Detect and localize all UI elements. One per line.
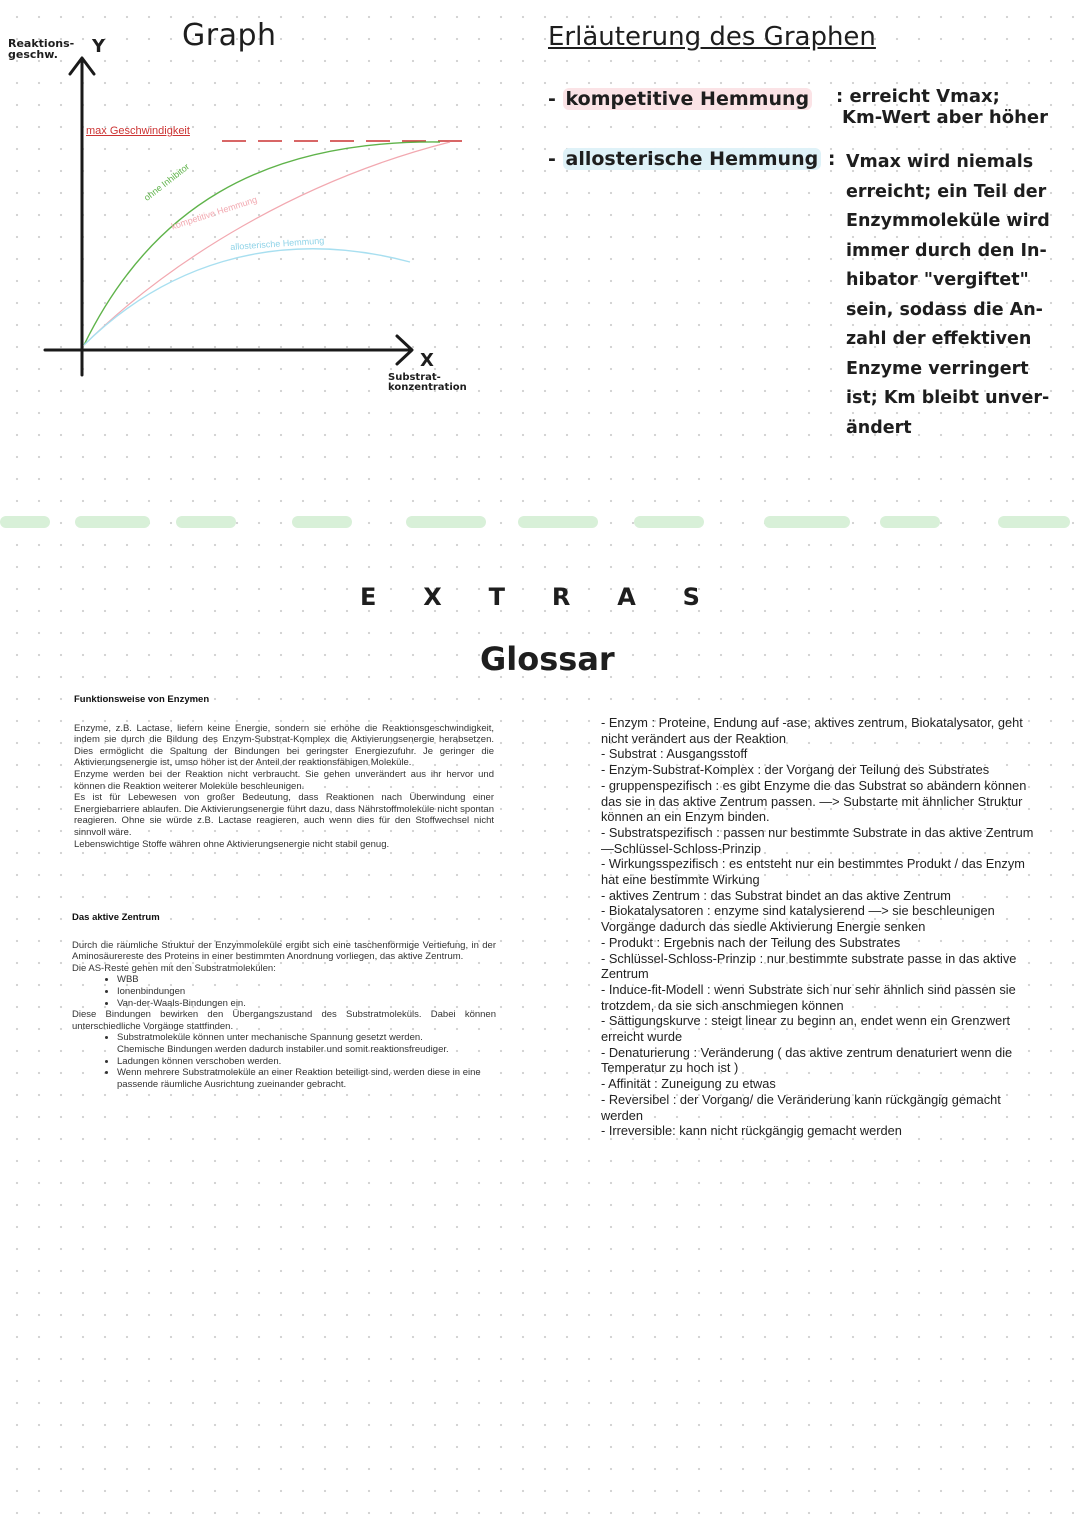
extras-letter: X: [423, 583, 442, 611]
list-item: • Wenn mehrere Substratmoleküle an einer Reaktion beteiligt sind, werden diese in eine passende räumliche Ausrichtung zueinander gebracht.: [117, 1067, 496, 1090]
allosteric-colon: :: [827, 148, 836, 170]
paragraph: Enzyme, z.B. Lactase, liefern keine Energie, sondern sie erhöhe die Reaktionsgeschwindigkeit, indem sie durch die Bildung des Enzym-Substrat-Komplex die Aktivierungsenergie herabsetzen. Dies ermöglicht die Spaltung der Bindungen bei geringster Energiezufuhr. Je geringer die Aktivierungsenergie ist, umso höher ist der Anteil der reaktionsfähigen Moleküle.: [74, 722, 494, 769]
competitive-term: kompetitive Hemmung: [563, 88, 813, 110]
label-without-inhibitor: ohne Inhibitor: [142, 161, 192, 203]
list-item-text: Chemische Bindungen werden dadurch instabiler und somit reaktionsfreudiger.: [117, 1043, 449, 1055]
allosteric-desc-line: sein, sodass die An-: [846, 299, 1043, 320]
divider-dash: [0, 516, 50, 528]
glossar-entry: - gruppenspezifisch : es gibt Enzyme die das Substrat so abändern können das sie in das aktive Zentrum passen. —> Substarte mit ähnlicher Struktur können an ein Enzym binden.: [601, 777, 1027, 825]
extras-letter: E: [360, 583, 377, 611]
glossar-entry: - Wirkungsspezifisch : es entsteht nur ein bestimmtes Produkt / das Enzym hat eine bestimmte Wirkung: [601, 856, 1025, 888]
divider-dash: [634, 516, 704, 528]
allosteric-desc-line: Enzyme verringert: [846, 358, 1029, 379]
explanation-title: Erläuterung des Graphen: [548, 22, 876, 52]
label-allosteric: allosterische Hemmung: [230, 235, 325, 252]
list-item: • Ladungen können verschoben werden.: [117, 1056, 496, 1068]
competitive-row: - kompetitive Hemmung: [548, 88, 812, 110]
glossar-entry: - Schlüssel-Schloss-Prinzip : nur bestimmte substrate passe in das aktive Zentrum: [601, 950, 1017, 982]
divider-dash: [75, 516, 150, 528]
paragraph: Durch die räumliche Struktur der Enzymmoleküle ergibt sich eine taschenförmige Vertiefung, in der Aminosäurereste des Proteins in einer bestimmten Anordnung vorliegen, das aktive Zentrum.: [72, 939, 496, 963]
glossar-entry: - Substrat : Ausgangsstoff: [601, 746, 748, 762]
allosteric-desc-line: Enzymmoleküle wird: [846, 211, 1050, 231]
allosteric-desc-line: erreicht; ein Teil der: [846, 181, 1047, 202]
active-center-section: [72, 912, 496, 1090]
x-letter: X: [420, 350, 434, 371]
y-axis-label: [8, 38, 74, 60]
x-axis-label-line1: Substrat-: [388, 372, 441, 383]
glossar-title: Glossar: [480, 640, 615, 678]
section-divider: [0, 516, 1080, 530]
divider-dash: [406, 516, 486, 528]
x-axis-label: [388, 373, 467, 393]
paragraph: Die AS-Reste gehen mit den Substratmolekülen:: [72, 962, 276, 974]
competitive-desc: [836, 86, 1048, 128]
allosteric-term: allosterische Hemmung: [563, 148, 822, 170]
process-list: [72, 1032, 496, 1090]
glossar-entry: - Produkt : Ergebnis nach der Teilung des Substrates: [601, 934, 901, 950]
allosteric-desc-line: hibator "vergiftet": [846, 270, 1029, 290]
glossar-entry: - aktives Zentrum : das Substrat bindet an das aktive Zentrum: [601, 887, 951, 903]
list-item-text: Substratmoleküle können unter mechanische Spannung gesetzt werden.: [117, 1032, 423, 1044]
list-item: • Ionenbindungen: [117, 986, 496, 998]
divider-dash: [998, 516, 1070, 528]
allosteric-desc-line: immer durch den In-: [846, 240, 1047, 261]
glossar-entry: - Irreversible: kann nicht rückgängig gemacht werden: [601, 1123, 902, 1139]
divider-dash: [292, 516, 352, 528]
extras-letter: A: [617, 583, 636, 611]
divider-dash: [764, 516, 850, 528]
glossar-entry: - Substratspezifisch : passen nur bestimmte Substrate in das aktive Zentrum —Schlüssel-Schloss-Prinzip: [601, 824, 1034, 856]
active-center-heading: Das aktive Zentrum: [72, 912, 160, 923]
list-item: • WBB: [117, 974, 496, 986]
allosteric-desc: [846, 148, 1050, 443]
extras-letter: T: [488, 583, 506, 611]
extras-heading: [360, 583, 700, 611]
list-item: [117, 1032, 496, 1055]
graph-title: Graph: [182, 18, 277, 53]
allosteric-desc-line: ist; Km bleibt unver-: [846, 388, 1050, 408]
divider-dash: [176, 516, 236, 528]
enzyme-function-heading: Funktionsweise von Enzymen: [74, 694, 210, 705]
bond-list: [72, 974, 496, 1009]
paragraph: Enzyme werden bei der Reaktion nicht verbraucht. Sie gehen unverändert aus ihr hervor und können die Reaktion weiterer Moleküle beschleunigen.: [74, 768, 494, 792]
max-speed-label: max Geschwindigkeit: [86, 125, 190, 137]
y-axis-label-line1: Reaktions-: [8, 37, 75, 50]
divider-dash: [518, 516, 598, 528]
allosteric-desc-line: ändert: [846, 417, 912, 438]
glossar-entry: - Biokatalysatoren : enzyme sind katalysierend —> sie beschleunigen Vorgänge dadurch das siedle Aktivierung Energie senken: [601, 903, 995, 935]
list-item: • Van-der-Waals-Bindungen ein.: [117, 998, 496, 1010]
glossar-entry: - Enzym-Substrat-Komplex : der Vorgang der Teilung des Substrates: [601, 762, 990, 778]
y-letter: Y: [92, 36, 106, 57]
paragraph: Es ist für Lebewesen von großer Bedeutung, dass Reaktionen nach Überwindung einer Energiebarriere ablaufen. Die Aktivierungsenergie führt dazu, dass Nährstoffmoleküle nicht spontan reagieren. Ohne sie würde z.B. Lactase reagieren, auch wenn dies für den Stoffwechsel nicht sinnvoll wäre.: [74, 792, 494, 838]
glossar-entry: - Denaturierung : Veränderung ( das aktive zentrum denaturiert wenn die Temperatur zu hoch ist ): [601, 1044, 1013, 1076]
glossar-entry: - Affinität : Zuneigung zu etwas: [601, 1076, 776, 1092]
extras-letter: S: [682, 583, 700, 611]
allosteric-desc-line: Vmax wird niemals: [846, 152, 1034, 172]
y-axis-label-line2: geschw.: [8, 48, 58, 61]
glossar-entry: - Enzym : Proteine, Endung auf -ase, aktives zentrum, Biokatalysator, geht nicht verändert aus der Reaktion: [601, 715, 1023, 746]
allosteric-row: - allosterische Hemmung :: [548, 148, 836, 170]
competitive-desc-line1: : erreicht Vmax;: [836, 86, 1000, 107]
glossar-list: [601, 715, 1041, 1139]
paragraph: Lebenswichtige Stoffe währen ohne Aktivierungsenergie nicht stabil genug.: [74, 838, 390, 850]
competitive-desc-line2: Km-Wert aber höher: [842, 107, 1048, 128]
glossar-entry: - Induce-fit-Modell : wenn Substrate sich nur sehr ähnlich sind passen sie trotzdem, da sie sich anschmiegen können: [601, 981, 1016, 1013]
glossar-entry: - Sättigungskurve : steigt linear zu beginn an, endet wenn ein Grenzwert erreicht wurde: [601, 1013, 1011, 1045]
paragraph: Diese Bindungen bewirken den Übergangszustand des Substratmoleküls. Dabei können unterschiedliche Vorgänge stattfinden.: [72, 1009, 496, 1032]
curve-allosteric: [84, 249, 410, 345]
label-competitive: kompetitive Hemmung: [170, 194, 259, 232]
enzyme-function-section: [74, 694, 494, 850]
glossar-entry: - Reversibel : der Vorgang/ die Veränderung kann rückgängig gemacht werden: [601, 1091, 1001, 1123]
x-axis-label-line2: konzentration: [388, 382, 467, 393]
divider-dash: [880, 516, 940, 528]
allosteric-desc-line: zahl der effektiven: [846, 329, 1032, 349]
extras-letter: R: [551, 583, 571, 611]
